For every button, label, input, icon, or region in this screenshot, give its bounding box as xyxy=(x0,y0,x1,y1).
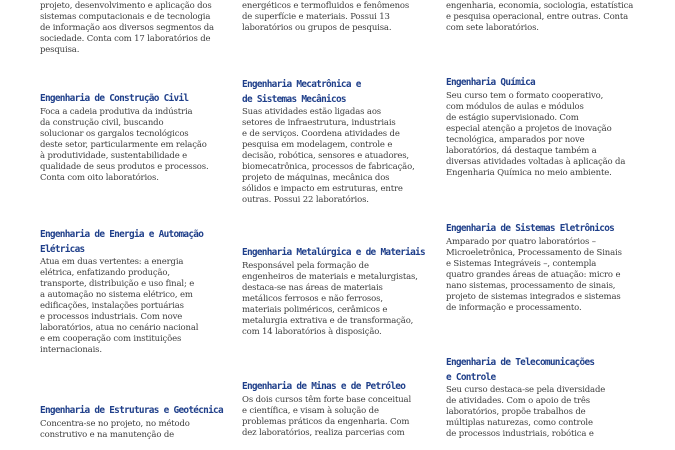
section-energia-automacao xyxy=(40,228,228,356)
section-body xyxy=(446,385,636,440)
body-line: transporte, distribuição e uso final; e xyxy=(40,279,195,289)
body-line: Os dois cursos têm forte base conceitual xyxy=(242,394,412,405)
body-line: da construção civil, buscando xyxy=(40,117,164,128)
body-line: sólidos e impacto em estruturas, entre xyxy=(242,184,403,194)
section-body xyxy=(40,257,228,356)
body-line: de estágio supervisionado. Com xyxy=(446,112,579,123)
body-line: construtivo e na manutenção de xyxy=(40,429,175,440)
body-line: sociedade. Conta com 17 laboratórios de xyxy=(40,34,211,44)
body-line: engenharia, economia, sociologia, estatística xyxy=(446,1,634,11)
body-line: laboratórios, propõe trabalhos de xyxy=(446,407,586,417)
section-mecanica-cont xyxy=(242,0,430,34)
body-line: biomecatrônica, processos de fabricação, xyxy=(242,162,415,172)
title-line: Engenharia de Estruturas e Geotécnica xyxy=(40,405,223,416)
body-line: laboratórios ou grupos de pesquisa. xyxy=(242,23,392,33)
section-body xyxy=(40,419,228,441)
body-line: destaca-se nas áreas de materiais xyxy=(242,282,383,293)
body-line: metálicos ferrosos e não ferrosos, xyxy=(242,293,383,304)
body-line: Conta com oito laboratórios. xyxy=(40,172,159,183)
section-telecomunicacoes xyxy=(446,356,636,440)
body-line: Seu curso destaca-se pela diversidade xyxy=(446,385,606,395)
body-line: com módulos de aulas e módulos xyxy=(446,101,584,112)
body-line: de informação e processamento. xyxy=(446,302,582,313)
section-computacao-cont xyxy=(40,0,228,56)
body-line: a automação no sistema elétrico, em xyxy=(40,290,193,300)
body-line: com 14 laboratórios à disposição. xyxy=(242,326,382,337)
title-line: de Sistemas Mecânicos xyxy=(242,93,346,105)
body-line: pesquisa em modelagem, controle e xyxy=(242,140,393,150)
title-line: Engenharia de Telecomunicações xyxy=(446,357,595,368)
section-title xyxy=(446,356,636,385)
section-sistemas-eletronicos xyxy=(446,222,636,314)
body-line: e processos industriais. Com nove xyxy=(40,312,183,322)
section-producao-cont xyxy=(446,0,636,34)
body-line: setores de infraestrutura, industriais xyxy=(242,118,396,128)
section-estruturas-geotecnica xyxy=(40,404,228,441)
body-line: e em cooperação com instituições xyxy=(40,334,182,344)
title-line: Engenharia de Energia e Automação xyxy=(40,229,204,240)
title-line: Engenharia Mecatrônica e xyxy=(242,79,361,90)
body-line: Microeletrônica, Processamento de Sinais xyxy=(446,247,622,258)
title-line: Elétricas xyxy=(40,243,85,255)
body-line: elétrica, enfatizando produção, xyxy=(40,268,170,278)
body-line: Atua em duas vertentes: a energia xyxy=(40,257,184,267)
body-line: projeto de sistemas integrados e sistemas xyxy=(446,291,621,302)
section-title xyxy=(446,76,636,91)
section-body xyxy=(242,261,430,338)
body-line: com sete laboratórios. xyxy=(446,23,539,33)
body-line: Suas atividades estão ligadas aos xyxy=(242,107,382,117)
body-line: de processos industriais, robótica e xyxy=(446,429,594,439)
section-body xyxy=(446,0,636,34)
body-line: projeto de máquinas, mecânica dos xyxy=(242,173,390,183)
body-line: diversas atividades voltadas à aplicação da xyxy=(446,156,626,167)
body-line: deste setor, particularmente em relação xyxy=(40,139,207,150)
body-line: de atividades. Com o apoio de três xyxy=(446,396,590,406)
body-line: de superfície e materiais. Possui 13 xyxy=(242,12,390,22)
body-line: projeto, desenvolvimento e aplicação dos xyxy=(40,1,212,11)
section-body xyxy=(446,91,636,179)
body-line: laboratórios, atua no cenário nacional xyxy=(40,323,199,333)
body-line: Foca a cadeia produtiva da indústria xyxy=(40,106,193,117)
body-line: sistemas computacionais e de tecnologia xyxy=(40,12,211,22)
body-line: problemas práticos da engenharia. Com xyxy=(242,416,410,427)
title-line: Engenharia Química xyxy=(446,77,535,88)
section-metalurgica xyxy=(242,246,430,338)
title-line: Engenharia Metalúrgica e de Materiais xyxy=(242,247,425,258)
section-quimica xyxy=(446,76,636,179)
section-title xyxy=(446,222,636,237)
body-line: Seu curso tem o formato cooperativo, xyxy=(446,90,604,101)
body-line: Engenharia Química no meio ambiente. xyxy=(446,167,612,178)
section-title xyxy=(40,92,228,107)
section-body xyxy=(40,107,228,184)
section-mecatronica xyxy=(242,78,430,206)
body-line: decisão, robótica, sensores e atuadores, xyxy=(242,151,409,161)
title-line: e Controle xyxy=(446,371,496,383)
section-title xyxy=(40,228,228,257)
body-line: múltiplas naturezas, como controle xyxy=(446,418,593,428)
body-line: e de serviços. Coordena atividades de xyxy=(242,129,400,139)
body-line: Amparado por quatro laboratórios – xyxy=(446,236,596,247)
body-line: e pesquisa operacional, entre outras. Conta xyxy=(446,12,629,22)
body-line: engenheiros de materiais e metalurgistas, xyxy=(242,271,418,282)
section-title xyxy=(242,78,430,107)
body-line: laboratórios, dá destaque também a xyxy=(446,145,597,156)
section-title xyxy=(40,404,228,419)
section-body xyxy=(40,0,228,56)
section-construcao-civil xyxy=(40,92,228,184)
body-line: Concentra-se no projeto, no método xyxy=(40,418,190,429)
body-line: Responsável pela formação de xyxy=(242,260,369,271)
section-body xyxy=(446,237,636,314)
body-line: à produtividade, sustentabilidade e xyxy=(40,150,188,161)
body-line: edificações, instalações portuárias xyxy=(40,301,184,311)
section-body xyxy=(242,395,430,439)
body-line: qualidade de seus produtos e processos. xyxy=(40,161,209,172)
body-line: solucionar os gargalos tecnológicos xyxy=(40,128,189,139)
body-line: dez laboratórios, realiza parcerias com xyxy=(242,427,405,438)
body-line: nano sistemas, processamento de sinais, xyxy=(446,280,616,291)
section-minas-petroleo xyxy=(242,380,430,439)
section-body xyxy=(242,0,430,34)
section-body xyxy=(242,107,430,206)
body-line: tecnológica, amparados por nove xyxy=(446,134,585,145)
body-line: especial atenção a projetos de inovação xyxy=(446,123,612,134)
title-line: Engenharia de Sistemas Eletrônicos xyxy=(446,223,615,234)
body-line: metalurgia extrativa e de transformação, xyxy=(242,315,414,326)
title-line: Engenharia de Construção Civil xyxy=(40,93,189,104)
body-line: quatro grandes áreas de atuação: micro e xyxy=(446,269,621,280)
body-line: pesquisa. xyxy=(40,45,80,55)
body-line: outras. Possui 22 laboratórios. xyxy=(242,195,369,205)
body-line: materiais poliméricos, cerâmicos e xyxy=(242,304,388,315)
title-line: Engenharia de Minas e de Petróleo xyxy=(242,381,406,392)
body-line: internacionais. xyxy=(40,345,102,355)
body-line: energéticos e termofluidos e fenômenos xyxy=(242,1,410,11)
body-line: e científica, e visam à solução de xyxy=(242,405,379,416)
section-title xyxy=(242,380,430,395)
body-line: e Sistemas Integráveis –, contempla xyxy=(446,258,597,269)
body-line: de informação aos diversos segmentos da xyxy=(40,23,214,33)
section-title xyxy=(242,246,430,261)
